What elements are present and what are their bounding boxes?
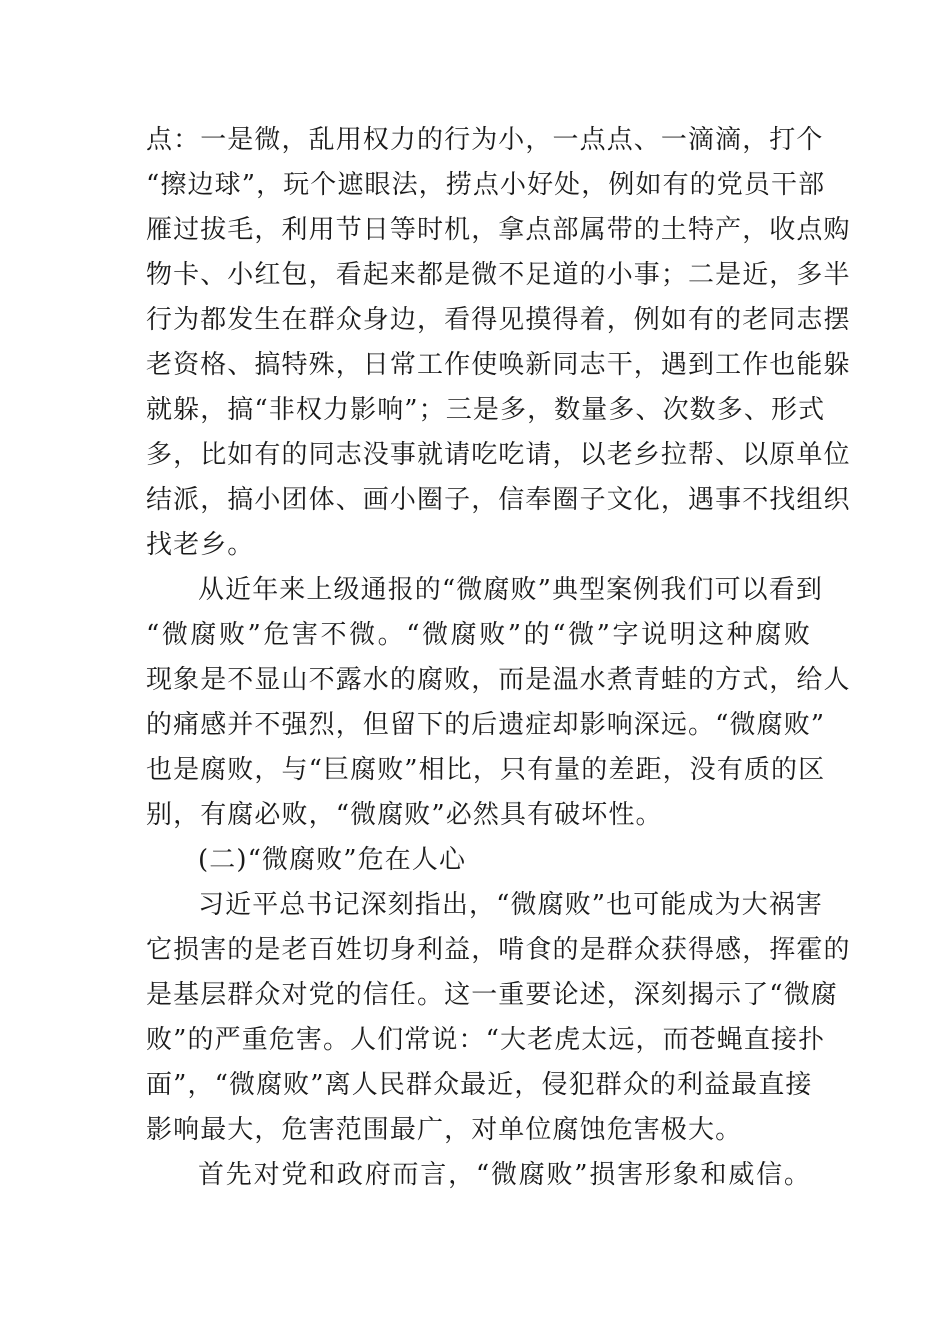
paragraph-line: 老资格、搞特殊，日常工作使唤新同志干，遇到工作也能躲 bbox=[146, 350, 851, 380]
paragraph-line: 也是腐败，与“巨腐败”相比，只有量的差距，没有质的区 bbox=[146, 755, 826, 785]
paragraph-line: 结派，搞小团体、画小圈子，信奉圈子文化，遇事不找组织 bbox=[146, 485, 851, 515]
paragraph-line: “擦边球”，玩个遮眼法，捞点小好处，例如有的党员干部 bbox=[146, 170, 826, 200]
paragraph-line: 多，比如有的同志没事就请吃吃请，以老乡拉帮、以原单位 bbox=[146, 440, 851, 470]
paragraph-first-line: 从近年来上级通报的“微腐败”典型案例我们可以看到 bbox=[198, 575, 823, 605]
paragraph-line: 它损害的是老百姓切身利益，啃食的是群众获得感，挥霍的 bbox=[146, 935, 851, 965]
paragraph-line: “微腐败”危害不微。“微腐败”的“微”字说明这种腐败 bbox=[146, 620, 811, 650]
section-heading: (二)“微腐败”危在人心 bbox=[198, 845, 467, 875]
paragraph-line: 面”，“微腐败”离人民群众最近，侵犯群众的利益最直接 bbox=[146, 1070, 813, 1100]
paragraph-line: 是基层群众对党的信任。这一重要论述，深刻揭示了“微腐 bbox=[146, 980, 838, 1010]
paragraph-line: 点：一是微，乱用权力的行为小，一点点、一滴滴，打个 bbox=[146, 125, 824, 155]
paragraph-line: 别，有腐必败，“微腐败”必然具有破坏性。 bbox=[146, 800, 663, 830]
paragraph-line: 行为都发生在群众身边，看得见摸得着，例如有的老同志摆 bbox=[146, 305, 851, 335]
paragraph-line: 物卡、小红包，看起来都是微不足道的小事；二是近，多半 bbox=[146, 260, 851, 290]
paragraph-line: 败”的严重危害。人们常说：“大老虎太远，而苍蝇直接扑 bbox=[146, 1025, 826, 1055]
paragraph-line: 的痛感并不强烈，但留下的后遗症却影响深远。“微腐败” bbox=[146, 710, 826, 740]
paragraph-line: 影响最大，危害范围最广，对单位腐蚀危害极大。 bbox=[146, 1115, 743, 1145]
paragraph-line: 找老乡。 bbox=[146, 530, 255, 560]
paragraph-first-line: 习近平总书记深刻指出，“微腐败”也可能成为大祸害 bbox=[198, 890, 823, 920]
paragraph-first-line: 首先对党和政府而言，“微腐败”损害形象和威信。 bbox=[198, 1160, 811, 1190]
paragraph-line: 雁过拔毛，利用节日等时机，拿点部属带的土特产，收点购 bbox=[146, 215, 851, 245]
paragraph-line: 现象是不显山不露水的腐败，而是温水煮青蛙的方式，给人 bbox=[146, 665, 851, 695]
paragraph-line: 就躲，搞“非权力影响”；三是多，数量多、次数多、形式 bbox=[146, 395, 826, 425]
